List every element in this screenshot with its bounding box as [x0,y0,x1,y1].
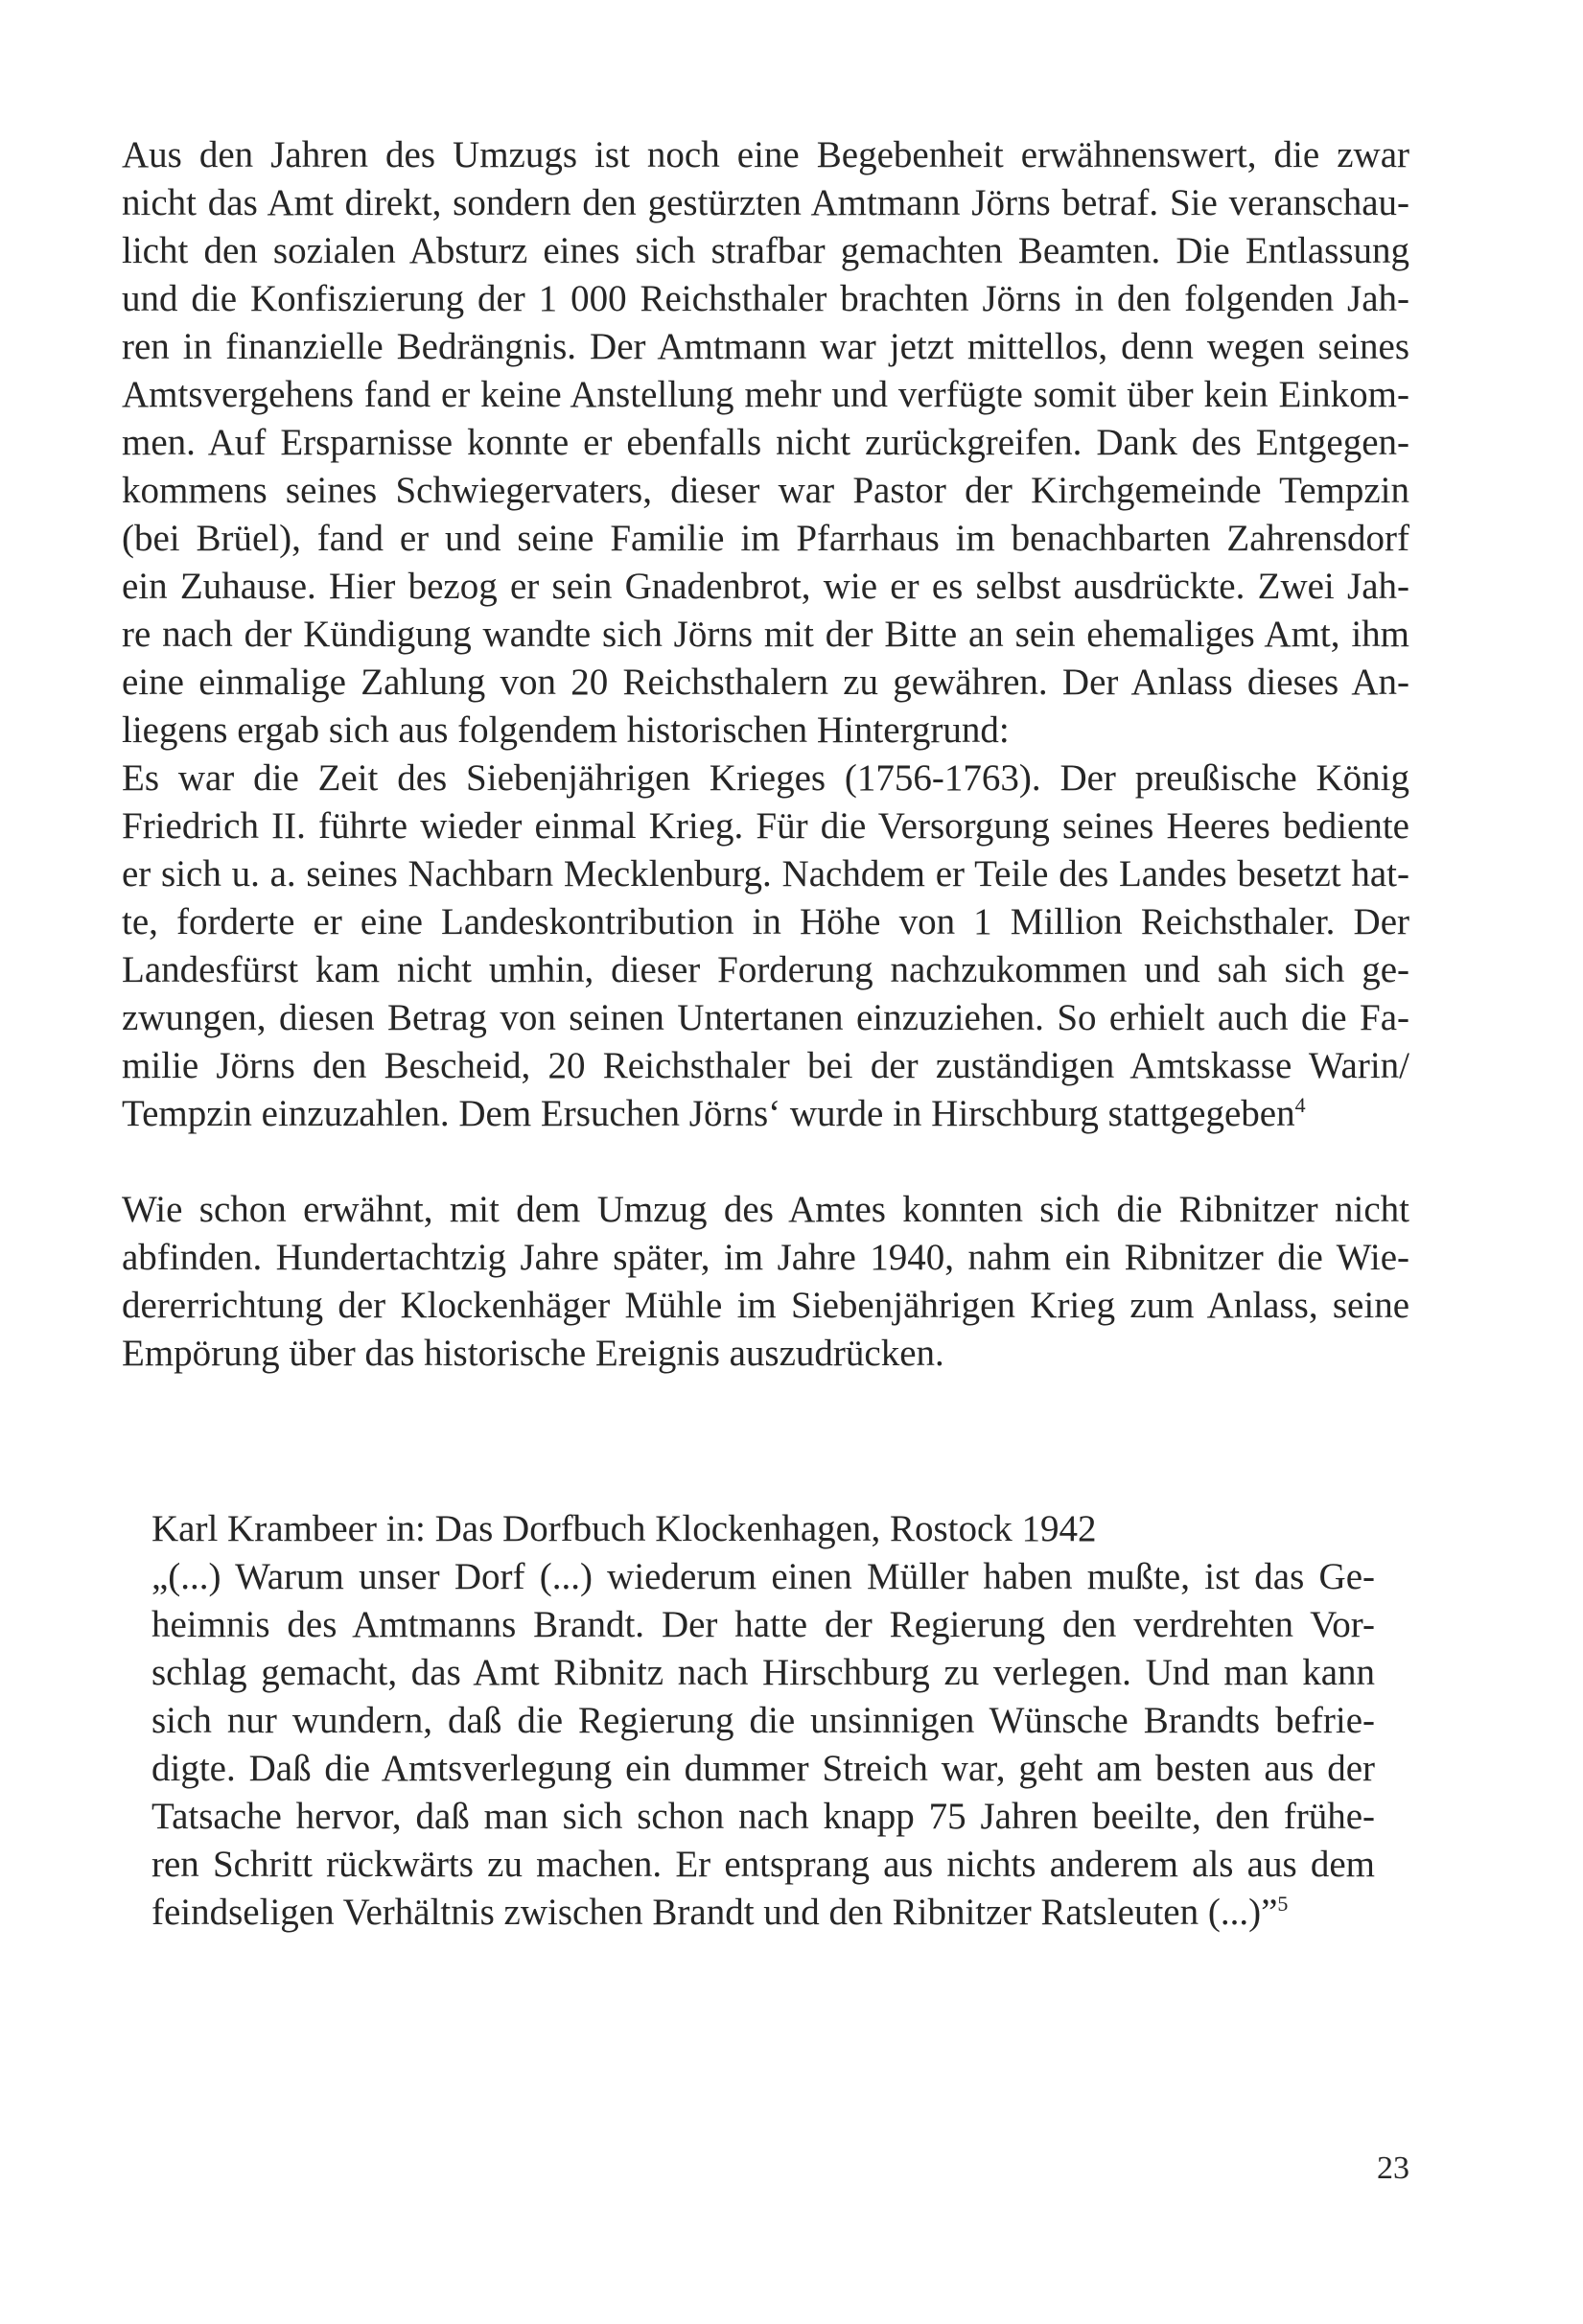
text-line: Amtsvergehens fand er keine Anstellung mehr und verfügte somit über kein Einkom- [122,374,1409,415]
text-line: ren in finanzielle Bedrängnis. Der Amtmann war jetzt mittellos, denn wegen seines [122,326,1409,367]
text-line: re nach der Kündigung wandte sich Jörns mit der Bitte an sein ehemaliges Amt, ihm [122,614,1409,655]
text-line: zwungen, diesen Betrag von seinen Untertanen einzuziehen. So erhielt auch die Fa- [122,997,1409,1038]
text-line: und die Konfiszierung der 1 000 Reichsthaler brachten Jörns in den folgenden Jah- [122,278,1409,319]
text-line: licht den sozialen Absturz eines sich strafbar gemachten Beamten. Die Entlassung [122,230,1409,271]
quote-line [151,1889,1375,1937]
text-line: eine einmalige Zahlung von 20 Reichsthalern zu gewähren. Der Anlass dieses An- [122,662,1409,703]
text-line: nicht das Amt direkt, sondern den gestürzten Amtmann Jörns betraf. Sie veranschau- [122,182,1409,223]
text-line: dererrichtung der Klockenhäger Mühle im Siebenjährigen Krieg zum Anlass, seine [122,1285,1409,1326]
text-line: kommens seines Schwiegervaters, dieser war Pastor der Kirchgemeinde Tempzin [122,470,1409,511]
quote-line: Tatsache hervor, daß man sich schon nach knapp 75 Jahren beeilte, den frühe- [151,1796,1375,1837]
text-line: men. Auf Ersparnisse konnte er ebenfalls nicht zurückgreifen. Dank des Entgegen- [122,422,1409,463]
text-line: abfinden. Hundertachtzig Jahre später, im Jahre 1940, nahm ein Ribnitzer die Wie- [122,1237,1409,1278]
quote-line: ren Schritt rückwärts zu machen. Er entsprang aus nichts anderem als aus dem [151,1844,1375,1885]
quote-line: heimnis des Amtmanns Brandt. Der hatte der Regierung den verdrehten Vor- [151,1604,1375,1645]
text-line [122,1090,1409,1138]
quote-line: sich nur wundern, daß die Regierung die unsinnigen Wünsche Brandts befrie- [151,1700,1375,1741]
text-line: Landesfürst kam nicht umhin, dieser Forderung nachzukommen und sah sich ge- [122,949,1409,990]
footnote-marker: 5 [1277,1892,1289,1916]
text-line: Es war die Zeit des Siebenjährigen Krieges (1756-1763). Der preußische König [122,757,1409,799]
text-line: liegens ergab sich aus folgendem historischen Hintergrund: [122,709,1010,751]
text-line: er sich u. a. seines Nachbarn Mecklenburg. Nachdem er Teile des Landes besetzt hat- [122,853,1409,895]
quote-source: Karl Krambeer in: Das Dorfbuch Klockenhagen, Rostock 1942 [151,1508,1097,1549]
text-line: Friedrich II. führte wieder einmal Krieg. Für die Versorgung seines Heeres bediente [122,805,1409,847]
text-line: te, forderte er eine Landeskontribution in Höhe von 1 Million Reichsthaler. Der [122,901,1409,942]
text-line: (bei Brüel), fand er und seine Familie im Pfarrhaus im benachbarten Zahrensdorf [122,518,1409,559]
quote-line-content: feindseligen Verhältnis zwischen Brandt und den Ribnitzer Ratsleuten (...)” [151,1892,1278,1933]
text-line: Wie schon erwähnt, mit dem Umzug des Amtes konnten sich die Ribnitzer nicht [122,1189,1409,1230]
quote-line: „(...) Warum unser Dorf (...) wiederum einen Müller haben mußte, ist das Ge- [151,1556,1375,1597]
quote-line: digte. Daß die Amtsverlegung ein dummer Streich war, geht am besten aus der [151,1748,1375,1789]
footnote-marker: 4 [1294,1093,1306,1117]
text-line: milie Jörns den Bescheid, 20 Reichsthaler bei der zuständigen Amtskasse Warin/ [122,1045,1409,1086]
text-line: Aus den Jahren des Umzugs ist noch eine Begebenheit erwähnenswert, die zwar [122,134,1409,175]
text-line: Empörung über das historische Ereignis auszudrücken. [122,1333,944,1374]
text-line: ein Zuhause. Hier bezog er sein Gnadenbrot, wie er es selbst ausdrückte. Zwei Jah- [122,566,1409,607]
quote-line: schlag gemacht, das Amt Ribnitz nach Hirschburg zu verlegen. Und man kann [151,1652,1375,1693]
page-number: 23 [1377,2150,1409,2186]
text-line-content: Tempzin einzuzahlen. Dem Ersuchen Jörns‘ wurde in Hirschburg stattgegeben [122,1093,1295,1134]
